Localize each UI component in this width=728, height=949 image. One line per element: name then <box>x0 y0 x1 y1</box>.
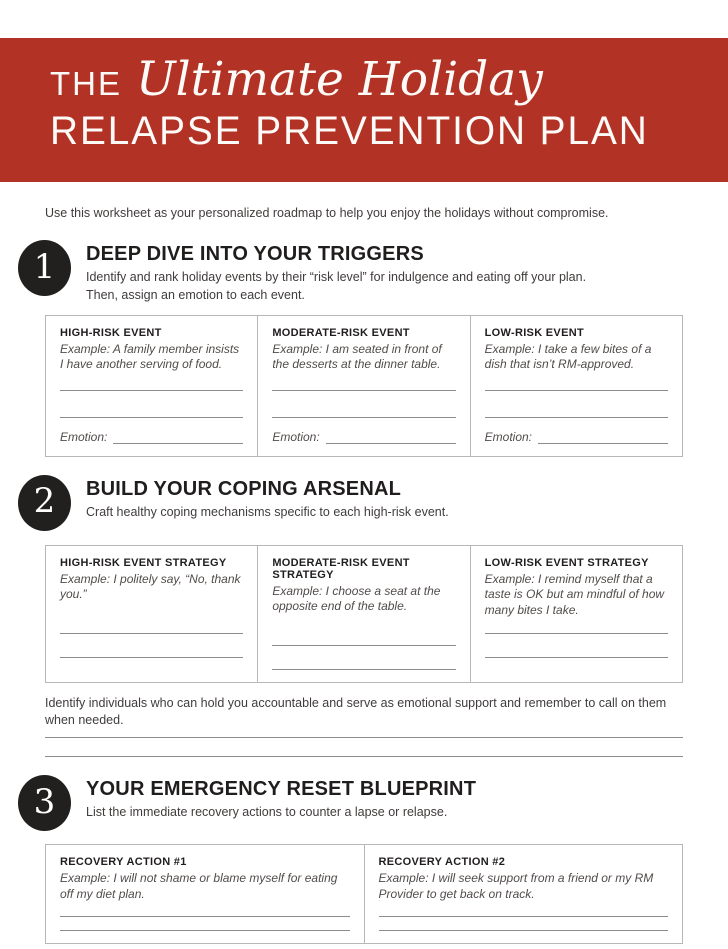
write-line[interactable] <box>60 917 350 931</box>
cell-example: Example: I remind myself that a taste is OK but am mindful of how many bites I take. <box>484 571 665 617</box>
section-3-body <box>86 775 476 831</box>
emotion-row <box>60 430 243 444</box>
low-risk-strategy-cell <box>470 546 682 682</box>
section-1-description <box>86 269 586 305</box>
cell-heading: MODERATE-RISK EVENT STRATEGY <box>272 556 410 581</box>
cell-example: Example: I am seated in front of the desserts at the dinner table. <box>272 341 442 372</box>
emotion-label: Emotion: <box>272 429 320 444</box>
write-line[interactable] <box>485 634 668 658</box>
cell-example: Example: I will seek support from a friend or my RM Provider to get back on track. <box>378 871 654 901</box>
emotion-row <box>272 430 455 444</box>
write-line[interactable] <box>485 391 668 418</box>
emotion-row <box>485 430 668 444</box>
section-1-description-line-2: Then, assign an emotion to each event. <box>86 287 305 302</box>
cell-example: Example: I take a few bites of a dish that isn’t RM-approved. <box>484 341 652 372</box>
emotion-write-line[interactable] <box>538 431 668 444</box>
write-line[interactable] <box>45 730 683 738</box>
section-2-title: BUILD YOUR COPING ARSENAL <box>86 477 402 500</box>
header-banner <box>0 38 728 182</box>
section-1-body <box>86 240 586 305</box>
section-1-title: DEEP DIVE INTO YOUR TRIGGERS <box>86 243 424 265</box>
title-line-1 <box>50 52 698 107</box>
high-risk-strategy-cell <box>46 546 257 682</box>
section-3 <box>18 775 683 831</box>
write-line[interactable] <box>60 374 243 391</box>
write-line[interactable] <box>60 391 243 418</box>
write-line[interactable] <box>485 374 668 391</box>
section-1-number-badge <box>18 240 71 296</box>
moderate-risk-strategy-cell <box>257 546 469 682</box>
cell-heading: HIGH-RISK EVENT <box>60 326 162 339</box>
cell-example: Example: I politely say, “No, thank you.” <box>60 571 241 602</box>
write-line[interactable] <box>272 646 455 670</box>
section-2-number-badge <box>18 475 71 531</box>
trigger-table <box>45 315 683 457</box>
cell-heading: RECOVERY ACTION #2 <box>378 856 506 868</box>
write-line[interactable] <box>60 903 350 917</box>
cell-heading: LOW-RISK EVENT STRATEGY <box>484 556 649 569</box>
section-2-number: 2 <box>33 481 56 521</box>
emotion-write-line[interactable] <box>113 431 243 444</box>
write-line[interactable] <box>379 903 669 917</box>
support-note: Identify individuals who can hold you accountable and serve as emotional support and remember to call on them when needed. <box>45 695 667 728</box>
write-line[interactable] <box>60 620 243 634</box>
section-3-number: 3 <box>33 781 56 822</box>
title-line-2: RELAPSE PREVENTION PLAN <box>50 109 649 153</box>
section-1-description-line-1: Identify and rank holiday events by their “risk level” for indulgence and eating off your plan. <box>86 270 587 284</box>
section-2 <box>18 475 683 531</box>
write-line[interactable] <box>272 632 455 646</box>
cell-example: Example: I will not shame or blame myself for eating off my diet plan. <box>60 871 338 901</box>
write-line[interactable] <box>272 374 455 391</box>
recovery-action-2-cell <box>364 845 683 943</box>
title-script: Ultimate Holiday <box>136 52 543 107</box>
cell-heading: LOW-RISK EVENT <box>484 326 584 339</box>
cell-heading: HIGH-RISK EVENT STRATEGY <box>60 556 227 569</box>
cell-heading: RECOVERY ACTION #1 <box>60 856 187 868</box>
section-3-description: List the immediate recovery actions to counter a lapse or relapse. <box>86 805 448 819</box>
moderate-risk-event-cell <box>257 316 469 456</box>
cell-heading: MODERATE-RISK EVENT <box>272 326 410 339</box>
section-1 <box>18 240 683 305</box>
strategy-table <box>45 545 683 683</box>
write-line[interactable] <box>272 391 455 418</box>
section-2-body <box>86 475 449 531</box>
write-line[interactable] <box>485 620 668 634</box>
section-3-title: YOUR EMERGENCY RESET BLUEPRINT <box>86 778 477 800</box>
recovery-table <box>45 844 683 944</box>
write-line[interactable] <box>379 917 669 931</box>
emotion-label: Emotion: <box>60 429 108 444</box>
section-1-number: 1 <box>33 246 56 287</box>
recovery-action-1-cell <box>46 845 364 943</box>
section-2-description: Craft healthy coping mechanisms specific to each high-risk event. <box>86 504 449 519</box>
emotion-write-line[interactable] <box>326 431 456 444</box>
cell-example: Example: I choose a seat at the opposite end of the table. <box>272 583 441 614</box>
high-risk-event-cell <box>46 316 257 456</box>
write-line[interactable] <box>45 738 683 757</box>
title-the: THE <box>50 65 122 102</box>
cell-example: Example: A family member insists I have another serving of food. <box>60 341 240 372</box>
emotion-label: Emotion: <box>484 429 533 444</box>
low-risk-event-cell <box>470 316 682 456</box>
intro-text: Use this worksheet as your personalized roadmap to help you enjoy the holidays without compromise. <box>45 206 609 220</box>
write-line[interactable] <box>60 634 243 658</box>
section-3-number-badge <box>18 775 71 831</box>
